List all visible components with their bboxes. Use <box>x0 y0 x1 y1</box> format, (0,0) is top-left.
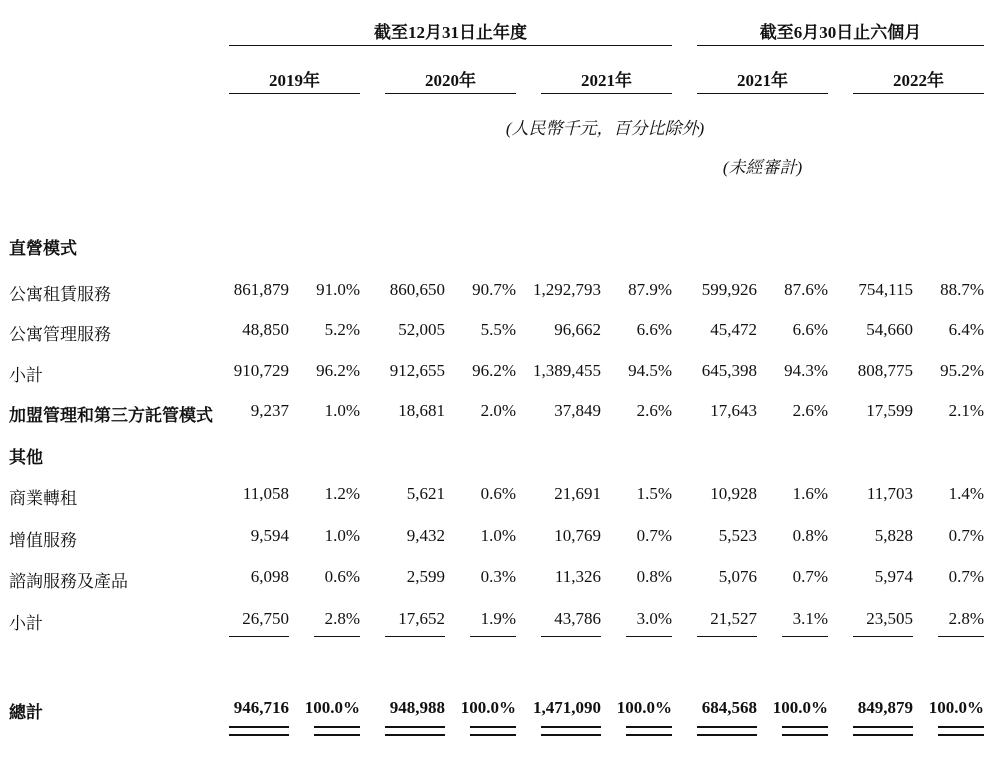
cell-amount-2019: 910,729 <box>233 361 289 380</box>
total-double-underline <box>697 734 757 736</box>
cell-amount-2020: 5,621 <box>406 484 445 503</box>
cell-amount-2020: 52,005 <box>398 320 445 339</box>
header-group-full-year-rule <box>229 45 672 46</box>
cell-pct-2020: 0.6% <box>480 484 516 503</box>
cell-pct-2022h1: 0.7% <box>948 526 984 545</box>
cell-pct-2021h1: 94.3% <box>784 361 828 380</box>
total-double-underline <box>853 734 913 736</box>
cell-amount-2021h1: 684,568 <box>701 698 757 717</box>
cell-amount-2022h1: 17,599 <box>866 401 913 420</box>
cell-amount-2021h1: 645,398 <box>701 361 757 380</box>
cell-pct-2019: 1.0% <box>324 526 360 545</box>
cell-amount-2022h1: 54,660 <box>866 320 913 339</box>
cell-pct-2021: 6.6% <box>636 320 672 339</box>
cell-pct-2019: 2.8% <box>324 609 360 628</box>
cell-pct-2019: 96.2% <box>316 361 360 380</box>
cell-amount-2022h1: 849,879 <box>857 698 913 717</box>
cell-amount-2022h1: 754,115 <box>858 280 913 299</box>
cell-amount-2020: 912,655 <box>389 361 445 380</box>
cell-pct-2019: 1.0% <box>324 401 360 420</box>
row-label: 小計 <box>9 614 43 633</box>
total-double-underline <box>385 734 445 736</box>
cell-amount-2021h1: 5,076 <box>718 567 757 586</box>
total-double-underline <box>626 726 672 728</box>
total-double-underline <box>782 734 828 736</box>
cell-pct-2021: 2.6% <box>636 401 672 420</box>
cell-amount-2019: 6,098 <box>250 567 289 586</box>
total-double-underline <box>541 726 601 728</box>
cell-pct-2019: 100.0% <box>304 698 360 717</box>
total-double-underline <box>385 726 445 728</box>
header-group-full-year: 截至12月31日止年度 <box>374 23 527 42</box>
cell-amount-2020: 17,652 <box>398 609 445 628</box>
row-label: 小計 <box>9 366 43 385</box>
cell-pct-2022h1: 2.1% <box>948 401 984 420</box>
cell-amount-2022h1: 808,775 <box>857 361 913 380</box>
subtotal-underline <box>853 636 913 637</box>
subtotal-underline <box>314 636 360 637</box>
total-double-underline <box>541 734 601 736</box>
cell-pct-2020: 100.0% <box>460 698 516 717</box>
cell-pct-2022h1: 95.2% <box>940 361 984 380</box>
row-label: 公寓管理服務 <box>9 325 111 344</box>
total-double-underline <box>314 726 360 728</box>
cell-pct-2022h1: 1.4% <box>948 484 984 503</box>
cell-amount-2022h1: 5,974 <box>874 567 913 586</box>
cell-amount-2020: 18,681 <box>398 401 445 420</box>
cell-pct-2019: 1.2% <box>324 484 360 503</box>
cell-pct-2020: 1.0% <box>480 526 516 545</box>
year-header-rule <box>229 93 360 94</box>
cell-amount-2019: 946,716 <box>233 698 289 717</box>
cell-amount-2019: 48,850 <box>242 320 289 339</box>
subtotal-underline <box>229 636 289 637</box>
cell-pct-2022h1: 2.8% <box>948 609 984 628</box>
unit-note: (人民幣千元，百分比除外) <box>505 119 705 138</box>
cell-amount-2021: 1,389,455 <box>533 361 601 380</box>
cell-amount-2019: 9,594 <box>250 526 289 545</box>
cell-amount-2021h1: 17,643 <box>710 401 757 420</box>
unaudited-note: (未經審計) <box>722 158 803 177</box>
total-double-underline <box>470 734 516 736</box>
cell-pct-2020: 0.3% <box>480 567 516 586</box>
cell-amount-2021: 43,786 <box>554 609 601 628</box>
cell-amount-2020: 860,650 <box>389 280 445 299</box>
cell-amount-2021: 1,471,090 <box>533 698 601 717</box>
cell-pct-2019: 91.0% <box>316 280 360 299</box>
year-header-rule <box>853 93 984 94</box>
row-label: 其他 <box>9 448 43 467</box>
cell-pct-2021: 94.5% <box>628 361 672 380</box>
cell-amount-2022h1: 23,505 <box>866 609 913 628</box>
cell-pct-2021h1: 0.8% <box>792 526 828 545</box>
cell-amount-2021: 37,849 <box>554 401 601 420</box>
year-header-2022-half: 2022年 <box>893 71 944 90</box>
subtotal-underline <box>938 636 984 637</box>
cell-amount-2019: 9,237 <box>250 401 289 420</box>
year-header-2019: 2019年 <box>269 71 320 90</box>
row-label: 諮詢服務及產品 <box>9 572 128 591</box>
year-header-rule <box>541 93 672 94</box>
cell-pct-2021h1: 2.6% <box>792 401 828 420</box>
total-double-underline <box>229 726 289 728</box>
row-label: 公寓租賃服務 <box>9 285 111 304</box>
cell-pct-2021h1: 87.6% <box>784 280 828 299</box>
cell-pct-2020: 1.9% <box>480 609 516 628</box>
cell-amount-2021h1: 10,928 <box>710 484 757 503</box>
cell-pct-2020: 2.0% <box>480 401 516 420</box>
total-double-underline <box>626 734 672 736</box>
cell-pct-2022h1: 88.7% <box>940 280 984 299</box>
subtotal-underline <box>541 636 601 637</box>
row-label: 總計 <box>9 703 43 722</box>
total-double-underline <box>938 734 984 736</box>
cell-amount-2022h1: 5,828 <box>874 526 913 545</box>
cell-pct-2021: 100.0% <box>616 698 672 717</box>
cell-amount-2019: 861,879 <box>233 280 289 299</box>
row-label: 直營模式 <box>9 239 77 258</box>
cell-pct-2021h1: 1.6% <box>792 484 828 503</box>
row-label: 商業轉租 <box>9 489 77 508</box>
subtotal-underline <box>626 636 672 637</box>
cell-amount-2021: 1,292,793 <box>533 280 601 299</box>
total-double-underline <box>853 726 913 728</box>
cell-pct-2021h1: 0.7% <box>792 567 828 586</box>
cell-amount-2021h1: 45,472 <box>710 320 757 339</box>
cell-amount-2021: 21,691 <box>554 484 601 503</box>
cell-amount-2020: 9,432 <box>406 526 445 545</box>
row-label: 增值服務 <box>9 531 77 550</box>
cell-pct-2022h1: 100.0% <box>928 698 984 717</box>
cell-pct-2022h1: 0.7% <box>948 567 984 586</box>
cell-pct-2021: 0.8% <box>636 567 672 586</box>
cell-pct-2020: 5.5% <box>480 320 516 339</box>
total-double-underline <box>470 726 516 728</box>
cell-amount-2021: 11,326 <box>554 567 601 586</box>
cell-amount-2020: 2,599 <box>406 567 445 586</box>
cell-amount-2019: 11,058 <box>242 484 289 503</box>
cell-pct-2019: 5.2% <box>324 320 360 339</box>
total-double-underline <box>697 726 757 728</box>
subtotal-underline <box>470 636 516 637</box>
year-header-rule <box>385 93 516 94</box>
subtotal-underline <box>697 636 757 637</box>
cell-pct-2021: 3.0% <box>636 609 672 628</box>
subtotal-underline <box>385 636 445 637</box>
cell-amount-2021: 10,769 <box>554 526 601 545</box>
year-header-2021-half: 2021年 <box>737 71 788 90</box>
cell-pct-2021h1: 6.6% <box>792 320 828 339</box>
cell-amount-2022h1: 11,703 <box>866 484 913 503</box>
total-double-underline <box>782 726 828 728</box>
cell-amount-2021h1: 21,527 <box>710 609 757 628</box>
cell-pct-2019: 0.6% <box>324 567 360 586</box>
year-header-2021-full: 2021年 <box>581 71 632 90</box>
total-double-underline <box>229 734 289 736</box>
cell-amount-2021h1: 599,926 <box>701 280 757 299</box>
cell-pct-2021h1: 100.0% <box>772 698 828 717</box>
cell-pct-2022h1: 6.4% <box>948 320 984 339</box>
cell-pct-2020: 90.7% <box>472 280 516 299</box>
cell-pct-2021: 0.7% <box>636 526 672 545</box>
cell-pct-2021: 1.5% <box>636 484 672 503</box>
cell-pct-2021h1: 3.1% <box>792 609 828 628</box>
cell-amount-2021h1: 5,523 <box>718 526 757 545</box>
cell-amount-2019: 26,750 <box>242 609 289 628</box>
cell-pct-2021: 87.9% <box>628 280 672 299</box>
cell-amount-2021: 96,662 <box>554 320 601 339</box>
total-double-underline <box>314 734 360 736</box>
cell-pct-2020: 96.2% <box>472 361 516 380</box>
cell-amount-2020: 948,988 <box>389 698 445 717</box>
year-header-2020: 2020年 <box>425 71 476 90</box>
header-group-half-year-rule <box>697 45 984 46</box>
subtotal-underline <box>782 636 828 637</box>
row-label: 加盟管理和第三方託管模式 <box>9 406 213 425</box>
total-double-underline <box>938 726 984 728</box>
header-group-half-year: 截至6月30日止六個月 <box>759 23 922 42</box>
year-header-rule <box>697 93 828 94</box>
